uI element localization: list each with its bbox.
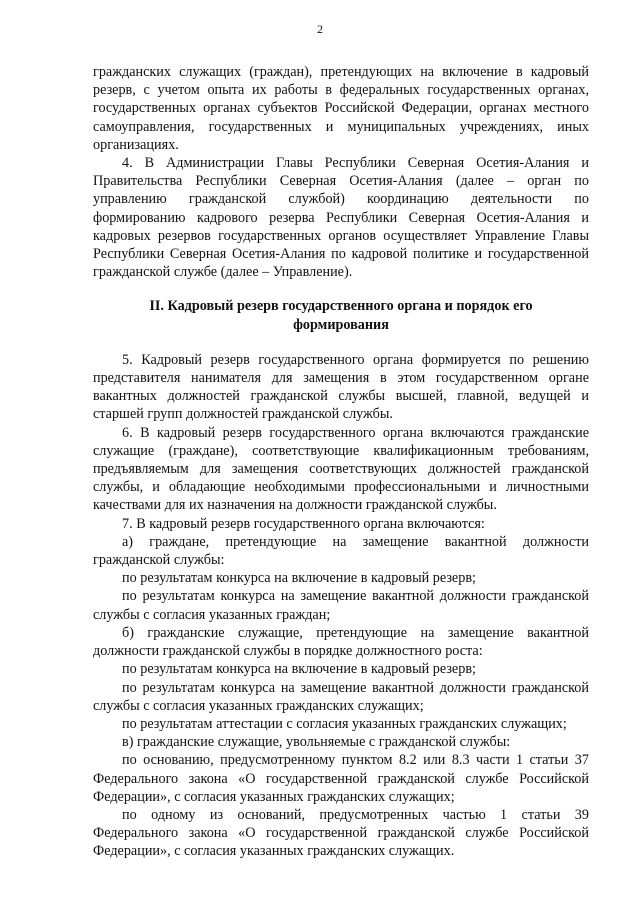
paragraph-7a-item-2: по результатам конкурса на замещение вакантной должности гражданской службы с согласия указанных граждан; xyxy=(93,588,589,623)
page-number: 2 xyxy=(317,22,323,36)
paragraph-7b-item-3: по результатам аттестации с согласия указанных гражданских служащих; xyxy=(122,715,567,732)
paragraph-7b-item-2: по результатам конкурса на замещение вакантной должности гражданской службы с согласия указанных гражданских служащих; xyxy=(93,679,589,714)
paragraph-7v-item-2: по одному из оснований, предусмотренных частью 1 статьи 39 Федерального закона «О государственной гражданской службе Российской Федерации», с согласия указанных гражданских служащих. xyxy=(93,806,589,860)
paragraph-continuation: гражданских служащих (граждан), претендующих на включение в кадровый резерв, с учетом опыта их работы в федеральных государственных органах, государственных органах субъектов Российской Федерации, органах местного самоуправления, государственных и муниципальных учреждениях, иных организациях. xyxy=(93,64,589,153)
document-body xyxy=(93,63,589,861)
paragraph-7b-item-1: по результатам конкурса на включение в кадровый резерв; xyxy=(122,661,476,678)
paragraph-7a: а) граждане, претендующие на замещение вакантной должности гражданской службы: xyxy=(93,533,589,569)
paragraph-6: 6. В кадровый резерв государственного органа включаются гражданские служащие (граждане), соответствующие квалификационным требованиям, предъявляемым для замещения соответствующих должностей гражданской службы, и обладающие необходимыми профессиональными и личностными качествами для их назначения на должности гражданской службы. xyxy=(93,424,589,514)
paragraph-7v: в) гражданские служащие, увольняемые с гражданской службы: xyxy=(122,734,511,751)
paragraph-7v-item-1: по основанию, предусмотренному пунктом 8.2 или 8.3 части 1 статьи 37 Федерального закона «О государственной гражданской службе Российской Федерации», с согласия указанных гражданских служащих; xyxy=(93,752,589,805)
paragraph-4: 4. В Администрации Главы Республики Северная Осетия-Алания и Правительства Республики Северная Осетия-Алания (далее – орган по управлению гражданской службой) координацию деятельности по формированию кадрового резерва Республики Северная Осетия-Алания и кадровых резервов государственных органов осуществляет Управление Главы Республики Северная Осетия-Алания по кадровой политике и государственной гражданской службе (далее – Управление). xyxy=(93,155,589,281)
paragraph-7: 7. В кадровый резерв государственного органа включаются: xyxy=(122,515,485,532)
paragraph-7b: б) гражданские служащие, претендующие на замещение вакантной должности гражданской службы в порядке должностного роста: xyxy=(93,624,589,660)
section-heading: II. Кадровый резерв государственного органа и порядок его формирования xyxy=(149,298,533,333)
paragraph-5: 5. Кадровый резерв государственного органа формируется по решению представителя нанимателя для замещения в этом государственном органе вакантных должностей гражданской службы высшей, главной, ведущей и старшей групп должностей гражданской службы. xyxy=(93,351,589,423)
paragraph-7a-item-1: по результатам конкурса на включение в кадровый резерв; xyxy=(122,570,476,587)
